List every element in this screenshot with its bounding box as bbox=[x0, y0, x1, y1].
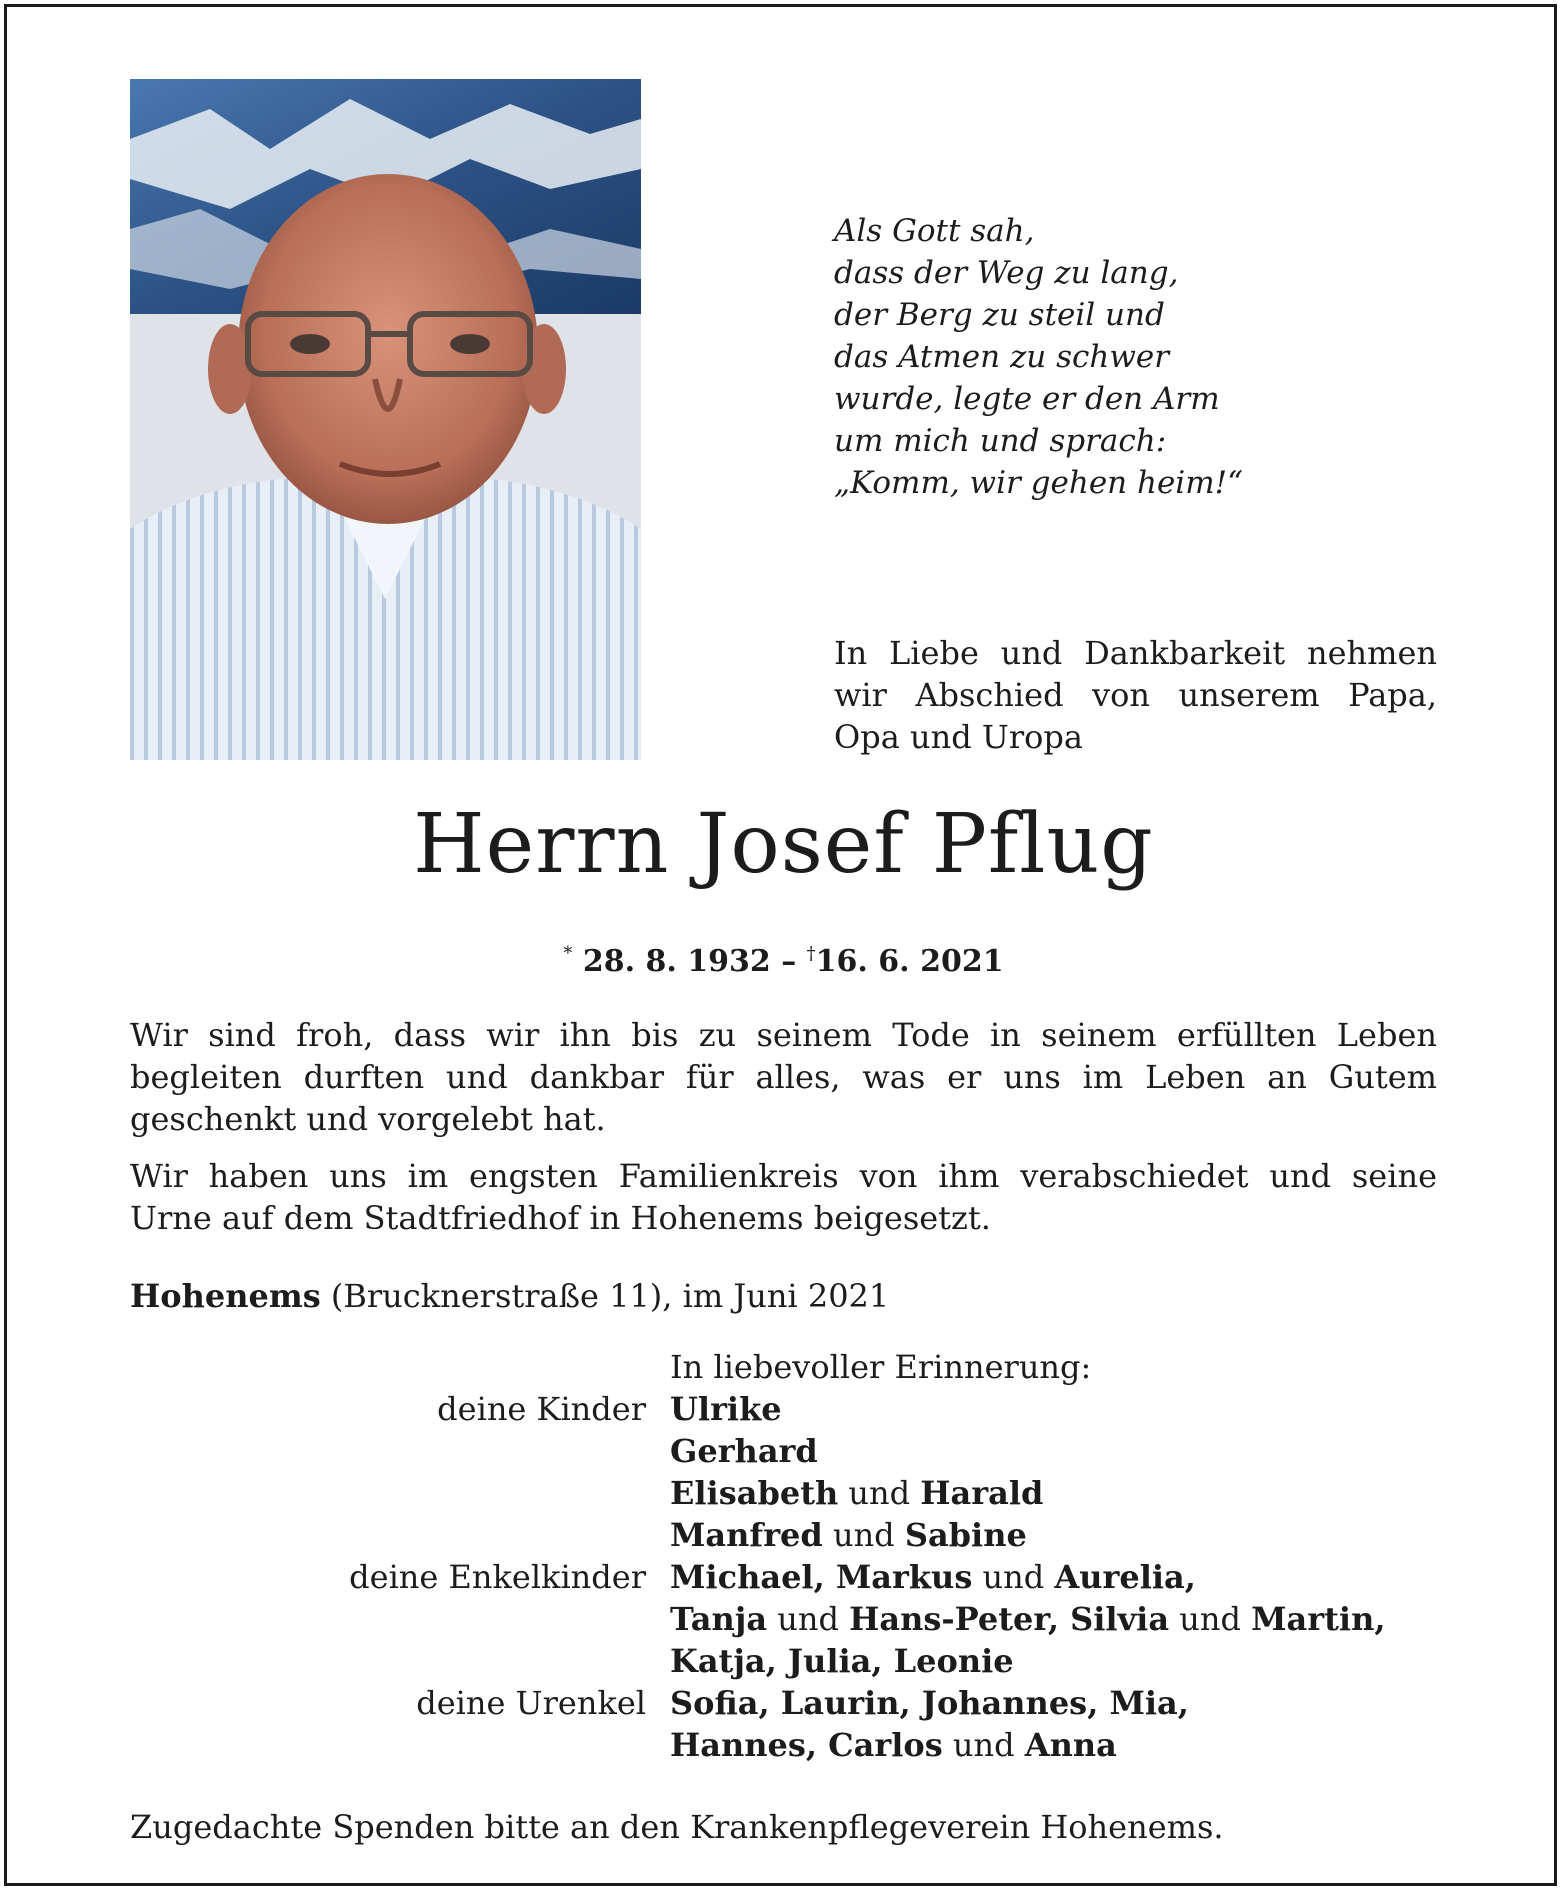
mourner-name: Michael, Markus bbox=[670, 1558, 973, 1596]
mourner-name: Hans-Peter, Silvia bbox=[849, 1600, 1170, 1638]
mourner-line bbox=[670, 1556, 1196, 1598]
burial-paragraph bbox=[130, 1155, 1437, 1239]
portrait-photo bbox=[130, 79, 641, 760]
mourner-line bbox=[670, 1682, 1189, 1724]
mourner-name: Katja, Julia, Leonie bbox=[670, 1642, 1014, 1680]
portrait-illustration bbox=[130, 79, 641, 760]
conjunction: und bbox=[848, 1474, 911, 1512]
birth-symbol: * bbox=[563, 943, 573, 964]
mourner-line bbox=[670, 1640, 1014, 1682]
place-and-date bbox=[130, 1275, 889, 1317]
mourner-name: Gerhard bbox=[670, 1432, 818, 1470]
death-date: 16. 6. 2021 bbox=[815, 944, 1004, 979]
poem-line: wurde, legte er den Arm bbox=[834, 381, 1220, 417]
mourner-name: Manfred bbox=[670, 1516, 823, 1554]
life-dates bbox=[130, 934, 1437, 982]
mourner-name: Anna bbox=[1024, 1726, 1117, 1764]
paragraph-line: Wir sind froh, dass wir ihn bis zu seinem Tode in seinem erfüllten Leben bbox=[130, 1016, 1437, 1054]
mourner-name: Martin, bbox=[1251, 1600, 1386, 1638]
place-town: Hohenems bbox=[130, 1277, 321, 1315]
conjunction: und bbox=[832, 1516, 895, 1554]
farewell-line: Opa und Uropa bbox=[834, 718, 1083, 756]
mourner-line bbox=[670, 1472, 1043, 1514]
paragraph-line: Wir haben uns im engsten Familienkreis von ihm verabschiedet und seine bbox=[130, 1157, 1437, 1195]
mourner-line bbox=[670, 1430, 818, 1472]
donation-note: Zugedachte Spenden bitte an den Krankenpflegeverein Hohenems. bbox=[130, 1808, 1224, 1846]
farewell-line: In Liebe und Dankbarkeit nehmen bbox=[834, 634, 1437, 672]
farewell-text bbox=[834, 632, 1437, 758]
poem-line: der Berg zu steil und bbox=[834, 297, 1165, 333]
grandchildren-label: deine Enkelkinder bbox=[349, 1558, 646, 1596]
mourner-line bbox=[670, 1514, 1027, 1556]
mourner-name: Elisabeth bbox=[670, 1474, 839, 1512]
greatgrandchildren-label: deine Urenkel bbox=[416, 1684, 646, 1722]
poem-line: dass der Weg zu lang, bbox=[834, 255, 1179, 291]
mourners-intro: In liebevoller Erinnerung: bbox=[670, 1348, 1092, 1386]
death-symbol: † bbox=[806, 943, 816, 964]
conjunction: und bbox=[982, 1558, 1045, 1596]
conjunction: und bbox=[777, 1600, 839, 1638]
children-label: deine Kinder bbox=[437, 1390, 646, 1428]
birth-date: 28. 8. 1932 bbox=[582, 944, 771, 979]
conjunction: und bbox=[952, 1726, 1015, 1764]
mourner-line bbox=[670, 1388, 782, 1430]
place-address: (Brucknerstraße 11), im Juni 2021 bbox=[330, 1277, 890, 1315]
deceased-name: Herrn Josef Pflug bbox=[413, 797, 1154, 892]
mourner-name: Aurelia, bbox=[1054, 1558, 1196, 1596]
tribute-paragraph bbox=[130, 1014, 1437, 1140]
farewell-line: wir Abschied von unserem Papa, bbox=[834, 676, 1437, 714]
poem bbox=[834, 210, 1243, 504]
poem-line: um mich und sprach: bbox=[834, 423, 1167, 459]
date-separator: – bbox=[781, 944, 797, 979]
mourner-name: Sabine bbox=[904, 1516, 1027, 1554]
mourner-name: Ulrike bbox=[670, 1390, 782, 1428]
poem-line: das Atmen zu schwer bbox=[834, 339, 1170, 375]
mourner-line bbox=[670, 1724, 1117, 1766]
mourner-name: Harald bbox=[920, 1474, 1044, 1512]
mourner-name: Sofia, Laurin, Johannes, Mia, bbox=[670, 1684, 1189, 1722]
paragraph-line: begleiten durften und dankbar für alles, was er uns im Leben an Gutem bbox=[130, 1058, 1437, 1096]
paragraph-line: geschenkt und vorgelebt hat. bbox=[130, 1100, 606, 1138]
poem-line: Als Gott sah, bbox=[834, 213, 1035, 249]
conjunction: und bbox=[1179, 1600, 1241, 1638]
poem-line: „Komm, wir gehen heim!“ bbox=[834, 465, 1243, 501]
mourner-line bbox=[670, 1598, 1385, 1640]
paragraph-line: Urne auf dem Stadtfriedhof in Hohenems beigesetzt. bbox=[130, 1199, 991, 1237]
mourner-name: Tanja bbox=[670, 1600, 768, 1638]
mourner-name: Hannes, Carlos bbox=[670, 1726, 943, 1764]
